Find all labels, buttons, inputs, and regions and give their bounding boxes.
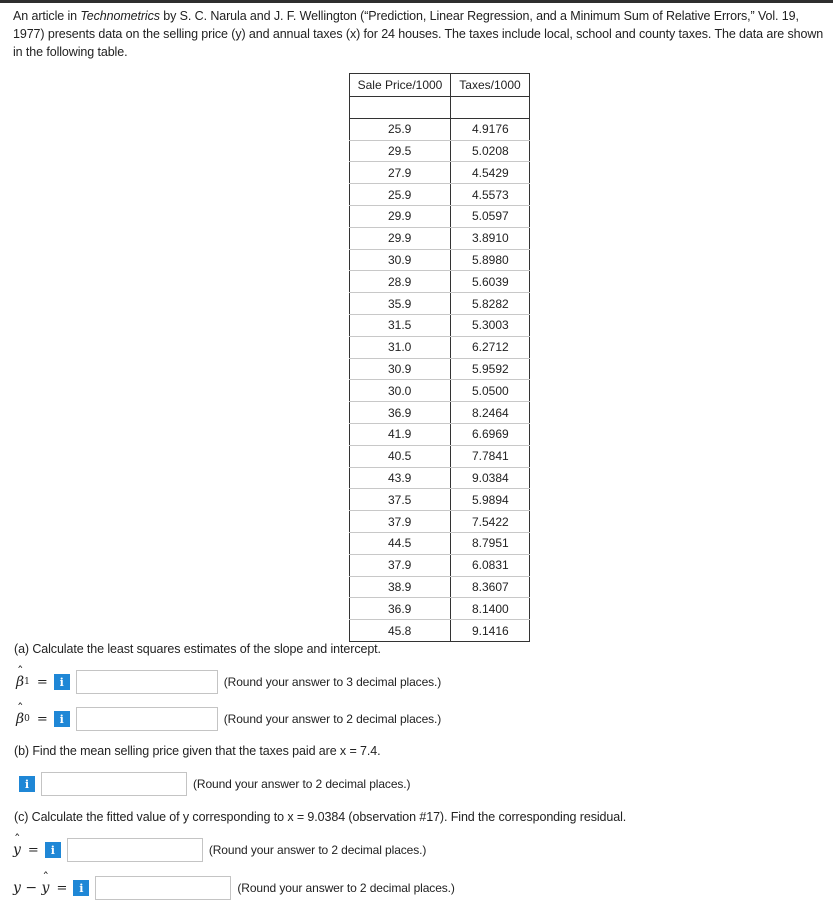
taxes-cell: 8.2464 <box>451 402 530 424</box>
sale-price-cell: 37.9 <box>350 554 451 576</box>
taxes-cell: 9.1416 <box>451 620 530 642</box>
taxes-cell: 8.3607 <box>451 576 530 598</box>
table-row <box>350 205 530 227</box>
sale-price-cell: 25.9 <box>350 118 451 140</box>
residual-answer-row <box>13 876 455 900</box>
info-icon[interactable]: i <box>54 711 70 727</box>
taxes-cell: 5.9894 <box>451 489 530 511</box>
beta1-hat-symbol: ˆ β 1 <box>16 674 30 690</box>
slope-answer-row <box>16 670 441 694</box>
table-row <box>350 380 530 402</box>
taxes-cell: 8.1400 <box>451 598 530 620</box>
sale-price-cell: 30.0 <box>350 380 451 402</box>
sale-price-cell: 30.9 <box>350 358 451 380</box>
table-row <box>350 162 530 184</box>
sale-price-cell: 37.5 <box>350 489 451 511</box>
equals-sign: = <box>36 711 48 727</box>
fitted-value-hint: (Round your answer to 2 decimal places.) <box>208 843 427 857</box>
table-row <box>350 598 530 620</box>
table-row <box>350 402 530 424</box>
residual-hint: (Round your answer to 2 decimal places.) <box>237 881 455 895</box>
taxes-cell: 8.7951 <box>451 532 530 554</box>
table-row <box>350 184 530 206</box>
taxes-cell: 9.0384 <box>451 467 530 489</box>
slope-input[interactable] <box>76 670 218 694</box>
table-row <box>350 620 530 642</box>
table-row <box>350 467 530 489</box>
sale-price-cell: 29.5 <box>350 140 451 162</box>
y-hat-symbol: ˆ y <box>13 842 21 858</box>
table-row <box>350 489 530 511</box>
table-row <box>350 445 530 467</box>
mean-price-answer-row <box>19 772 410 796</box>
table-row <box>350 358 530 380</box>
taxes-cell: 4.9176 <box>451 118 530 140</box>
table-row <box>350 511 530 533</box>
problem-statement: An article in Technometrics by S. C. Narula and J. F. Wellington (“Prediction, Linear Regression, and a Minimum Sum of Relative Errors,” Vol. 19, 1977) presents data on the selling price (y) and annual taxes (x) for 24 houses. The taxes include local, school and county taxes. The data are shown in the following table. <box>13 9 824 59</box>
residual-symbol: y − ˆ y <box>13 880 49 896</box>
sale-price-cell: 41.9 <box>350 423 451 445</box>
taxes-cell: 6.6969 <box>451 423 530 445</box>
intercept-input[interactable] <box>76 707 218 731</box>
table-row <box>350 271 530 293</box>
info-icon[interactable]: i <box>73 880 89 896</box>
table-row <box>350 118 530 140</box>
info-icon[interactable]: i <box>54 674 70 690</box>
taxes-cell: 3.8910 <box>451 227 530 249</box>
sale-price-cell: 35.9 <box>350 293 451 315</box>
sale-price-cell: 31.5 <box>350 314 451 336</box>
sale-price-cell: 44.5 <box>350 532 451 554</box>
slope-hint: (Round your answer to 3 decimal places.) <box>223 675 442 689</box>
sale-price-cell: 43.9 <box>350 467 451 489</box>
sale-price-cell: 40.5 <box>350 445 451 467</box>
taxes-cell: 7.5422 <box>451 511 530 533</box>
table-row <box>350 554 530 576</box>
table-row <box>350 423 530 445</box>
info-icon[interactable]: i <box>19 776 35 792</box>
sale-price-cell: 28.9 <box>350 271 451 293</box>
taxes-cell: 5.8282 <box>451 293 530 315</box>
taxes-cell: 5.0208 <box>451 140 530 162</box>
taxes-cell: 5.9592 <box>451 358 530 380</box>
sale-price-cell: 29.9 <box>350 227 451 249</box>
sale-price-cell: 38.9 <box>350 576 451 598</box>
info-icon[interactable]: i <box>45 842 61 858</box>
equals-sign: = <box>56 880 68 896</box>
part-a-prompt: (a) Calculate the least squares estimates of the slope and intercept. <box>14 642 381 656</box>
sale-price-cell: 27.9 <box>350 162 451 184</box>
mean-price-hint: (Round your answer to 2 decimal places.) <box>193 777 411 791</box>
taxes-cell: 5.0500 <box>451 380 530 402</box>
top-bar <box>0 0 833 3</box>
table-row <box>350 576 530 598</box>
taxes-cell: 6.2712 <box>451 336 530 358</box>
table-row <box>350 336 530 358</box>
taxes-cell: 5.6039 <box>451 271 530 293</box>
mean-price-input[interactable] <box>41 772 187 796</box>
table-row <box>350 249 530 271</box>
sale-price-cell: 45.8 <box>350 620 451 642</box>
sale-price-cell: 29.9 <box>350 205 451 227</box>
table-row <box>350 227 530 249</box>
data-table <box>349 73 530 642</box>
column-header-taxes: Taxes/1000 <box>451 74 530 97</box>
table-row <box>350 314 530 336</box>
taxes-cell: 5.3003 <box>451 314 530 336</box>
sale-price-cell: 37.9 <box>350 511 451 533</box>
table-row <box>350 532 530 554</box>
taxes-cell: 5.8980 <box>451 249 530 271</box>
fitted-value-input[interactable] <box>67 838 203 862</box>
residual-input[interactable] <box>95 876 231 900</box>
taxes-cell: 7.7841 <box>451 445 530 467</box>
taxes-cell: 4.5429 <box>451 162 530 184</box>
table-row <box>350 293 530 315</box>
beta0-hat-symbol: ˆ β 0 <box>16 711 30 727</box>
part-b-prompt: (b) Find the mean selling price given that the taxes paid are x = 7.4. <box>14 744 381 758</box>
journal-name: Technometrics <box>80 9 160 23</box>
column-header-sale-price: Sale Price/1000 <box>350 74 451 97</box>
part-c-prompt: (c) Calculate the fitted value of y corresponding to x = 9.0384 (observation #17). Find the corresponding residual. <box>14 810 627 824</box>
fitted-value-answer-row <box>13 838 426 862</box>
sale-price-cell: 25.9 <box>350 184 451 206</box>
table-row <box>350 140 530 162</box>
sale-price-cell: 36.9 <box>350 598 451 620</box>
taxes-cell: 5.0597 <box>451 205 530 227</box>
intercept-hint: (Round your answer to 2 decimal places.) <box>223 712 442 726</box>
taxes-cell: 4.5573 <box>451 184 530 206</box>
sale-price-cell: 31.0 <box>350 336 451 358</box>
intercept-answer-row <box>16 707 441 731</box>
equals-sign: = <box>27 842 39 858</box>
sale-price-cell: 36.9 <box>350 402 451 424</box>
sale-price-cell: 30.9 <box>350 249 451 271</box>
taxes-cell: 6.0831 <box>451 554 530 576</box>
equals-sign: = <box>36 674 48 690</box>
